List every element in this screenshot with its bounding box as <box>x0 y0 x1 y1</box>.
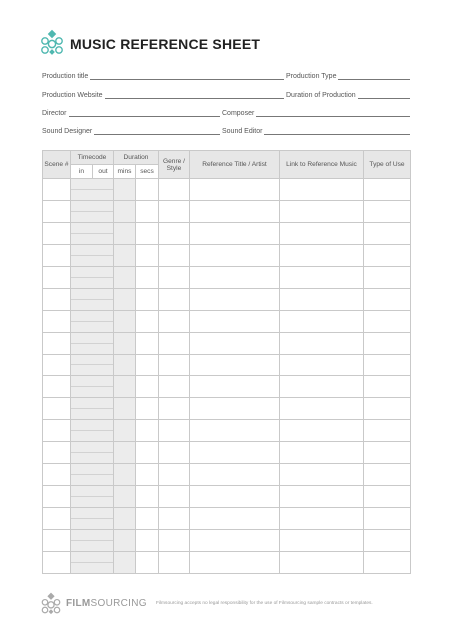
table-row <box>43 266 411 288</box>
timecode-out-line[interactable] <box>71 431 113 441</box>
page-title: MUSIC REFERENCE SHEET <box>70 36 261 52</box>
mins-cell[interactable] <box>114 222 136 244</box>
mins-cell[interactable] <box>114 420 136 442</box>
header-scene: Scene # <box>43 151 71 179</box>
mins-cell[interactable] <box>114 354 136 376</box>
timecode-out-line[interactable] <box>71 387 113 397</box>
secs-cell[interactable] <box>136 288 159 310</box>
table-row <box>43 332 411 354</box>
footer-brand <box>66 598 147 609</box>
scene-cell[interactable] <box>43 398 71 420</box>
header-timecode-in: in <box>71 165 93 179</box>
mins-cell[interactable] <box>114 244 136 266</box>
secs-cell[interactable] <box>136 376 159 398</box>
table-row <box>43 179 411 201</box>
production-website-line[interactable] <box>105 91 284 99</box>
production-website-label: Production Website <box>42 92 103 99</box>
timecode-split <box>71 245 113 266</box>
timecode-cell[interactable] <box>71 486 114 508</box>
mins-cell[interactable] <box>114 530 136 552</box>
header-duration-mins: mins <box>114 165 136 179</box>
type-cell[interactable] <box>364 486 411 508</box>
link-cell[interactable] <box>280 551 364 573</box>
timecode-cell[interactable] <box>71 288 114 310</box>
duration-field[interactable] <box>286 89 410 99</box>
timecode-in-line[interactable] <box>71 442 113 453</box>
composer-label: Composer <box>222 110 255 117</box>
type-cell[interactable] <box>364 200 411 222</box>
timecode-split <box>71 333 113 354</box>
scene-cell[interactable] <box>43 464 71 486</box>
genre-cell[interactable] <box>159 200 190 222</box>
link-cell[interactable] <box>280 398 364 420</box>
timecode-in-line[interactable] <box>71 267 113 278</box>
type-cell[interactable] <box>364 266 411 288</box>
timecode-split <box>71 311 113 332</box>
mins-cell[interactable] <box>114 464 136 486</box>
secs-cell[interactable] <box>136 398 159 420</box>
header-type: Type of Use <box>364 151 411 179</box>
type-cell[interactable] <box>364 332 411 354</box>
duration-line[interactable] <box>358 91 410 99</box>
music-reference-table <box>42 150 411 574</box>
link-cell[interactable] <box>280 266 364 288</box>
director-field[interactable] <box>42 107 220 117</box>
timecode-out-line[interactable] <box>71 563 113 573</box>
reference-cell[interactable] <box>190 376 280 398</box>
timecode-out-line[interactable] <box>71 453 113 463</box>
timecode-split <box>71 289 113 310</box>
reference-cell[interactable] <box>190 551 280 573</box>
genre-cell[interactable] <box>159 551 190 573</box>
mins-cell[interactable] <box>114 288 136 310</box>
timecode-cell[interactable] <box>71 200 114 222</box>
scene-cell[interactable] <box>43 244 71 266</box>
reference-cell[interactable] <box>190 200 280 222</box>
timecode-cell[interactable] <box>71 244 114 266</box>
timecode-out-line[interactable] <box>71 300 113 310</box>
mins-cell[interactable] <box>114 486 136 508</box>
director-line[interactable] <box>69 109 220 117</box>
reference-cell[interactable] <box>190 464 280 486</box>
timecode-cell[interactable] <box>71 354 114 376</box>
brand-bold: FILM <box>66 598 91 609</box>
link-cell[interactable] <box>280 486 364 508</box>
genre-cell[interactable] <box>159 398 190 420</box>
scene-cell[interactable] <box>43 222 71 244</box>
timecode-in-line[interactable] <box>71 223 113 234</box>
timecode-in-line[interactable] <box>71 355 113 366</box>
timecode-in-line[interactable] <box>71 508 113 519</box>
production-website-field[interactable] <box>42 89 284 99</box>
production-type-label: Production Type <box>286 73 337 80</box>
secs-cell[interactable] <box>136 530 159 552</box>
timecode-out-line[interactable] <box>71 256 113 266</box>
timecode-in-line[interactable] <box>71 289 113 300</box>
timecode-in-line[interactable] <box>71 420 113 431</box>
secs-cell[interactable] <box>136 244 159 266</box>
link-cell[interactable] <box>280 464 364 486</box>
director-label: Director <box>42 110 67 117</box>
link-cell[interactable] <box>280 310 364 332</box>
timecode-split <box>71 267 113 288</box>
timecode-out-line[interactable] <box>71 365 113 375</box>
secs-cell[interactable] <box>136 486 159 508</box>
link-cell[interactable] <box>280 222 364 244</box>
header-timecode: Timecode <box>71 151 114 165</box>
type-cell[interactable] <box>364 420 411 442</box>
link-cell[interactable] <box>280 530 364 552</box>
timecode-cell[interactable] <box>71 464 114 486</box>
genre-cell[interactable] <box>159 310 190 332</box>
mins-cell[interactable] <box>114 398 136 420</box>
secs-cell[interactable] <box>136 222 159 244</box>
table-body <box>43 179 411 574</box>
mins-cell[interactable] <box>114 266 136 288</box>
timecode-split <box>71 420 113 441</box>
table-row <box>43 244 411 266</box>
genre-cell[interactable] <box>159 508 190 530</box>
timecode-out-line[interactable] <box>71 190 113 200</box>
timecode-cell[interactable] <box>71 530 114 552</box>
genre-cell[interactable] <box>159 376 190 398</box>
link-cell[interactable] <box>280 244 364 266</box>
genre-cell[interactable] <box>159 179 190 201</box>
timecode-split <box>71 201 113 222</box>
timecode-in-line[interactable] <box>71 486 113 497</box>
mins-cell[interactable] <box>114 376 136 398</box>
link-cell[interactable] <box>280 508 364 530</box>
table-row <box>43 398 411 420</box>
reference-cell[interactable] <box>190 266 280 288</box>
timecode-out-line[interactable] <box>71 409 113 419</box>
table-row <box>43 200 411 222</box>
reference-cell[interactable] <box>190 508 280 530</box>
timecode-split <box>71 179 113 200</box>
timecode-in-line[interactable] <box>71 245 113 256</box>
genre-cell[interactable] <box>159 486 190 508</box>
scene-cell[interactable] <box>43 486 71 508</box>
sound-designer-label: Sound Designer <box>42 128 93 135</box>
header-reference: Reference Title / Artist <box>190 151 280 179</box>
link-cell[interactable] <box>280 179 364 201</box>
timecode-cell[interactable] <box>71 376 114 398</box>
reference-cell[interactable] <box>190 354 280 376</box>
genre-cell[interactable] <box>159 354 190 376</box>
link-cell[interactable] <box>280 442 364 464</box>
timecode-out-line[interactable] <box>71 322 113 332</box>
secs-cell[interactable] <box>136 442 159 464</box>
genre-cell[interactable] <box>159 442 190 464</box>
reference-cell[interactable] <box>190 288 280 310</box>
link-cell[interactable] <box>280 376 364 398</box>
secs-cell[interactable] <box>136 420 159 442</box>
table-row <box>43 486 411 508</box>
timecode-in-line[interactable] <box>71 464 113 475</box>
header-genre: Genre / Style <box>159 151 190 179</box>
timecode-out-line[interactable] <box>71 212 113 222</box>
reference-cell[interactable] <box>190 332 280 354</box>
type-cell[interactable] <box>364 288 411 310</box>
timecode-out-line[interactable] <box>71 234 113 244</box>
reference-cell[interactable] <box>190 398 280 420</box>
type-cell[interactable] <box>364 398 411 420</box>
secs-cell[interactable] <box>136 310 159 332</box>
mins-cell[interactable] <box>114 179 136 201</box>
scene-cell[interactable] <box>43 530 71 552</box>
link-cell[interactable] <box>280 288 364 310</box>
timecode-cell[interactable] <box>71 222 114 244</box>
header-link: Link to Reference Music <box>280 151 364 179</box>
scene-cell[interactable] <box>43 310 71 332</box>
production-title-line[interactable] <box>90 72 284 80</box>
timecode-cell[interactable] <box>71 551 114 573</box>
scene-cell[interactable] <box>43 420 71 442</box>
header-duration-secs: secs <box>136 165 159 179</box>
header-duration: Duration <box>114 151 159 165</box>
mins-cell[interactable] <box>114 442 136 464</box>
secs-cell[interactable] <box>136 266 159 288</box>
genre-cell[interactable] <box>159 222 190 244</box>
reference-cell[interactable] <box>190 310 280 332</box>
scene-cell[interactable] <box>43 288 71 310</box>
timecode-split <box>71 376 113 397</box>
timecode-in-line[interactable] <box>71 311 113 322</box>
link-cell[interactable] <box>280 354 364 376</box>
timecode-cell[interactable] <box>71 266 114 288</box>
table-row <box>43 530 411 552</box>
timecode-split <box>71 486 113 507</box>
duration-label: Duration of Production <box>286 92 356 99</box>
mins-cell[interactable] <box>114 332 136 354</box>
sound-editor-label: Sound Editor <box>222 128 263 135</box>
table-row <box>43 288 411 310</box>
timecode-split <box>71 398 113 419</box>
type-cell[interactable] <box>364 179 411 201</box>
mins-cell[interactable] <box>114 310 136 332</box>
timecode-split <box>71 223 113 244</box>
timecode-split <box>71 552 113 573</box>
timecode-split <box>71 442 113 463</box>
timecode-cell[interactable] <box>71 179 114 201</box>
type-cell[interactable] <box>364 244 411 266</box>
link-cell[interactable] <box>280 332 364 354</box>
scene-cell[interactable] <box>43 266 71 288</box>
reference-cell[interactable] <box>190 222 280 244</box>
sound-editor-field[interactable] <box>222 125 410 135</box>
production-type-field[interactable] <box>286 70 410 80</box>
timecode-in-line[interactable] <box>71 201 113 212</box>
timecode-in-line[interactable] <box>71 552 113 563</box>
production-type-line[interactable] <box>338 72 410 80</box>
mins-cell[interactable] <box>114 508 136 530</box>
type-cell[interactable] <box>364 442 411 464</box>
sound-editor-line[interactable] <box>264 127 410 135</box>
table-row <box>43 354 411 376</box>
timecode-cell[interactable] <box>71 398 114 420</box>
timecode-out-line[interactable] <box>71 541 113 551</box>
composer-line[interactable] <box>256 109 410 117</box>
table-row <box>43 376 411 398</box>
type-cell[interactable] <box>364 464 411 486</box>
timecode-in-line[interactable] <box>71 376 113 387</box>
genre-cell[interactable] <box>159 244 190 266</box>
type-cell[interactable] <box>364 508 411 530</box>
timecode-cell[interactable] <box>71 508 114 530</box>
table-row <box>43 420 411 442</box>
table-row <box>43 464 411 486</box>
scene-cell[interactable] <box>43 508 71 530</box>
table-row <box>43 222 411 244</box>
sound-designer-field[interactable] <box>42 125 220 135</box>
type-cell[interactable] <box>364 376 411 398</box>
table-row <box>43 310 411 332</box>
production-title-field[interactable] <box>42 70 284 80</box>
reference-cell[interactable] <box>190 420 280 442</box>
type-cell[interactable] <box>364 310 411 332</box>
scene-cell[interactable] <box>43 376 71 398</box>
timecode-out-line[interactable] <box>71 519 113 529</box>
scene-cell[interactable] <box>43 354 71 376</box>
timecode-in-line[interactable] <box>71 333 113 344</box>
link-cell[interactable] <box>280 420 364 442</box>
brand-light: SOURCING <box>90 598 147 609</box>
mins-cell[interactable] <box>114 551 136 573</box>
timecode-out-line[interactable] <box>71 475 113 485</box>
secs-cell[interactable] <box>136 464 159 486</box>
timecode-out-line[interactable] <box>71 278 113 288</box>
genre-cell[interactable] <box>159 530 190 552</box>
scene-cell[interactable] <box>43 179 71 201</box>
timecode-out-line[interactable] <box>71 344 113 354</box>
type-cell[interactable] <box>364 551 411 573</box>
secs-cell[interactable] <box>136 332 159 354</box>
mins-cell[interactable] <box>114 200 136 222</box>
timecode-split <box>71 355 113 376</box>
reference-cell[interactable] <box>190 486 280 508</box>
type-cell[interactable] <box>364 222 411 244</box>
table-row <box>43 442 411 464</box>
header-timecode-out: out <box>93 165 114 179</box>
secs-cell[interactable] <box>136 179 159 201</box>
timecode-cell[interactable] <box>71 442 114 464</box>
timecode-split <box>71 508 113 529</box>
genre-cell[interactable] <box>159 266 190 288</box>
timecode-split <box>71 530 113 551</box>
timecode-in-line[interactable] <box>71 179 113 190</box>
scene-cell[interactable] <box>43 442 71 464</box>
reference-cell[interactable] <box>190 442 280 464</box>
reference-cell[interactable] <box>190 530 280 552</box>
genre-cell[interactable] <box>159 288 190 310</box>
sound-designer-line[interactable] <box>94 127 220 135</box>
footer-logo-icon <box>40 592 62 616</box>
production-title-label: Production title <box>42 73 89 80</box>
type-cell[interactable] <box>364 354 411 376</box>
reference-cell[interactable] <box>190 244 280 266</box>
timecode-cell[interactable] <box>71 420 114 442</box>
genre-cell[interactable] <box>159 420 190 442</box>
scene-cell[interactable] <box>43 551 71 573</box>
link-cell[interactable] <box>280 200 364 222</box>
scene-cell[interactable] <box>43 332 71 354</box>
composer-field[interactable] <box>222 107 410 117</box>
secs-cell[interactable] <box>136 551 159 573</box>
timecode-split <box>71 464 113 485</box>
timecode-in-line[interactable] <box>71 530 113 541</box>
timecode-out-line[interactable] <box>71 497 113 507</box>
filmsourcing-logo-icon <box>40 29 64 57</box>
secs-cell[interactable] <box>136 508 159 530</box>
genre-cell[interactable] <box>159 332 190 354</box>
timecode-in-line[interactable] <box>71 398 113 409</box>
secs-cell[interactable] <box>136 354 159 376</box>
scene-cell[interactable] <box>43 200 71 222</box>
reference-cell[interactable] <box>190 179 280 201</box>
table-row <box>43 551 411 573</box>
genre-cell[interactable] <box>159 464 190 486</box>
timecode-cell[interactable] <box>71 332 114 354</box>
secs-cell[interactable] <box>136 200 159 222</box>
timecode-cell[interactable] <box>71 310 114 332</box>
type-cell[interactable] <box>364 530 411 552</box>
table-row <box>43 508 411 530</box>
footer-disclaimer: Filmsourcing accepts no legal responsibility for the use of Filmsourcing sample contracts or templates. <box>156 601 373 606</box>
